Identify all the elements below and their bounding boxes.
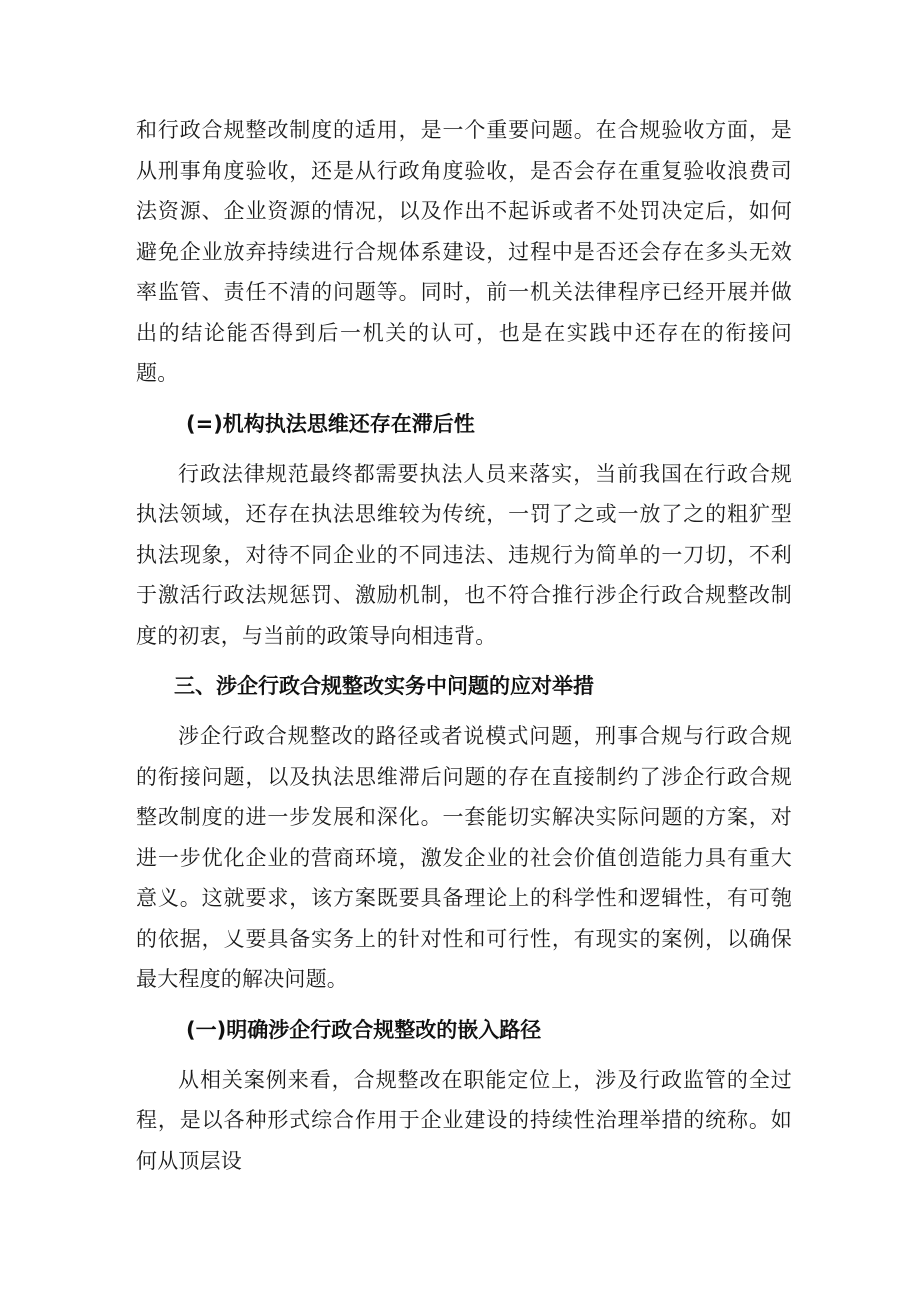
paragraph-4: 从相关案例来看，合规整改在职能定位上，涉及行政监管的全过程，是以各种形式综合作用于企业建设的持续性治理举措的统称。如何从顶层设 xyxy=(136,1067,792,1173)
document-body xyxy=(136,110,792,1181)
paragraph-2: 行政法律规范最终都需要执法人员来落实，当前我国在行政合规执法领域，还存在执法思维较为传统，一罚了之或一放了之的粗犷型执法现象，对待不同企业的不同违法、违规行为简单的一刀切，不利于激活行政法规惩罚、激励机制，也不符合推行涉企行政合规整改制度的初衷，与当前的政策导向相违背。 xyxy=(136,461,792,648)
section-heading-3: 三、涉企行政合规整改实务中问题的应对举措 xyxy=(174,674,594,698)
section-heading-3-1: (一)明确涉企行政合规整改的嵌入路径 xyxy=(186,1017,542,1042)
paragraph-3: 涉企行政合规整改的路径或者说模式问题，刑事合规与行政合规的衔接问题，以及执法思维滞后问题的存在直接制约了涉企行政合规整改制度的进一步发展和深化。一套能切实解决实际问题的方案，对进一步优化企业的营商环境，激发企业的社会价值创造能力具有重大意义。这就要求，该方案既要具备理论上的科学性和逻辑性，有可匏的依据，乂要具备实务上的针对性和可行性，有现实的案例，以确保最大程度的解决问题。 xyxy=(136,724,792,991)
section-heading-2: (=)机构执法思维还存在滞后性 xyxy=(186,411,475,436)
paragraph-1: 和行政合规整改制度的适用，是一个重要问题。在合规验收方面，是从刑事角度验收，还是从行政角度验收，是否会存在重复验收浪费司法资源、企业资源的情况，以及作出不起诉或者不处罚决定后，如何避免企业放弃持续进行合规体系建设，过程中是否还会存在多头无效率监管、责任不清的问题等。同时，前一机关法律程序已经开展并做出的结论能否得到后一机关的认可，也是在实践中还存在的衔接问题。 xyxy=(136,118,792,385)
